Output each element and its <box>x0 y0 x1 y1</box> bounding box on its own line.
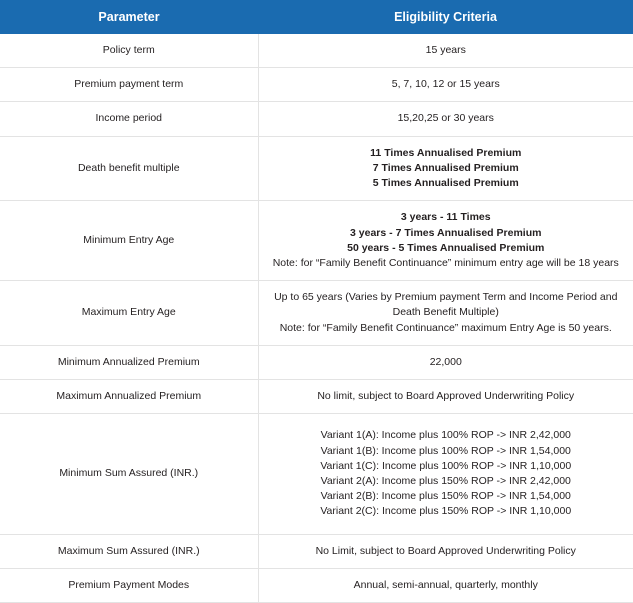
table-row <box>0 534 633 568</box>
criteria-line: 22,000 <box>429 355 462 368</box>
criteria-line: Variant 1(B): Income plus 100% ROP -> INR 1,54,000 <box>320 444 571 457</box>
parameter-cell: Maximum Entry Age <box>0 281 258 346</box>
column-header-eligibility-criteria: Eligibility Criteria <box>258 0 633 34</box>
table-row <box>0 102 633 136</box>
parameter-cell: Premium payment term <box>0 68 258 102</box>
criteria-cell <box>258 414 633 534</box>
table-row <box>0 380 633 414</box>
criteria-cell <box>258 34 633 68</box>
criteria-line: Up to 65 years (Varies by Premium payment Term and Income Period and Death Benefit Multiple) <box>274 291 618 319</box>
criteria-line: 15 years <box>425 44 466 56</box>
table-row <box>0 281 633 346</box>
criteria-line: 11 Times Annualised Premium <box>370 146 522 159</box>
parameter-cell: Policy term <box>0 34 258 68</box>
table-row <box>0 414 633 534</box>
criteria-line: No limit, subject to Board Approved Underwriting Policy <box>317 390 575 403</box>
table-row <box>0 136 633 201</box>
criteria-line: 5 Times Annualised Premium <box>372 177 519 190</box>
parameter-cell: Minimum Sum Assured (INR.) <box>0 414 258 534</box>
criteria-line: No Limit, subject to Board Approved Underwriting Policy <box>315 544 576 557</box>
parameter-cell: Minimum Entry Age <box>0 201 258 281</box>
criteria-cell <box>258 68 633 102</box>
criteria-line: Variant 1(A): Income plus 100% ROP -> INR 2,42,000 <box>320 429 571 442</box>
parameter-cell: Premium Payment Modes <box>0 568 258 602</box>
table-row <box>0 34 633 68</box>
parameter-cell: Income period <box>0 102 258 136</box>
criteria-line: 3 years - 7 Times Annualised Premium <box>350 226 542 239</box>
table-row <box>0 68 633 102</box>
table-header <box>0 0 633 34</box>
parameter-cell: Maximum Annualized Premium <box>0 380 258 414</box>
criteria-line: Variant 2(A): Income plus 150% ROP -> INR 2,42,000 <box>320 474 571 487</box>
criteria-line: 7 Times Annualised Premium <box>372 161 519 174</box>
criteria-cell <box>258 136 633 201</box>
criteria-cell <box>258 102 633 136</box>
criteria-line: Variant 2(C): Income plus 150% ROP -> INR 1,10,000 <box>320 505 572 518</box>
criteria-cell <box>258 201 633 281</box>
criteria-line: Annual, semi-annual, quarterly, monthly <box>353 578 538 591</box>
criteria-note: Note: for “Family Benefit Continuance” maximum Entry Age is 50 years. <box>279 321 612 334</box>
criteria-cell <box>258 281 633 346</box>
criteria-line: 3 years - 11 Times <box>400 211 491 224</box>
criteria-cell <box>258 380 633 414</box>
criteria-note: Note: for “Family Benefit Continuance” minimum entry age will be 18 years <box>272 256 619 269</box>
parameter-cell: Minimum Annualized Premium <box>0 345 258 379</box>
table-row <box>0 345 633 379</box>
criteria-cell <box>258 345 633 379</box>
criteria-line: 50 years - 5 Times Annualised Premium <box>347 241 545 254</box>
criteria-line: 15,20,25 or 30 years <box>397 112 494 125</box>
column-header-parameter: Parameter <box>0 0 258 34</box>
table-row <box>0 568 633 602</box>
criteria-line: Variant 1(C): Income plus 100% ROP -> INR 1,10,000 <box>320 459 572 472</box>
parameter-cell: Death benefit multiple <box>0 136 258 201</box>
table-body <box>0 34 633 603</box>
criteria-line: 5, 7, 10, 12 or 15 years <box>391 78 500 91</box>
table-header-row <box>0 0 633 34</box>
criteria-line: Variant 2(B): Income plus 150% ROP -> INR 1,54,000 <box>320 490 571 503</box>
criteria-cell <box>258 534 633 568</box>
criteria-cell <box>258 568 633 602</box>
parameter-cell: Maximum Sum Assured (INR.) <box>0 534 258 568</box>
table-row <box>0 201 633 281</box>
